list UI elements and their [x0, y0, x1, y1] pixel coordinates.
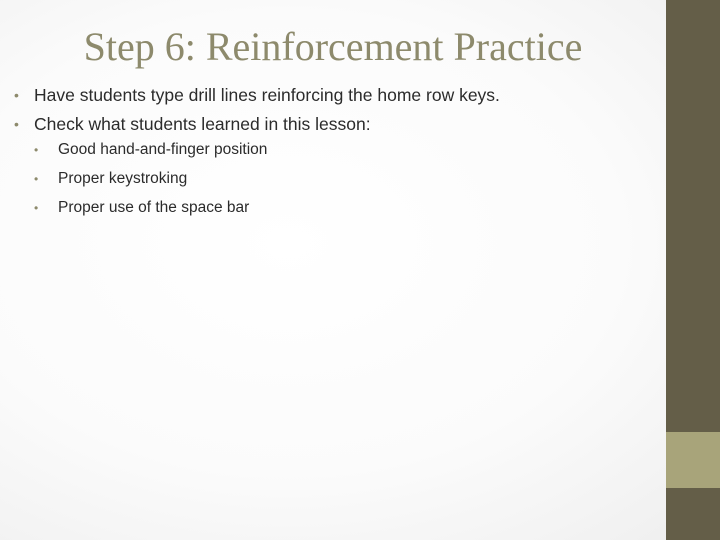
sidebar-band-accent [666, 432, 720, 488]
bullet-icon: • [14, 87, 19, 103]
sub-bullet-text: Proper keystroking [58, 170, 188, 187]
sub-bullet-item [34, 198, 654, 218]
bullet-item [14, 84, 654, 106]
sub-bullet-icon: • [34, 143, 39, 157]
sub-bullet-icon: • [34, 172, 39, 186]
sub-bullet-text: Proper use of the space bar [58, 199, 250, 216]
bullet-icon: • [14, 116, 19, 132]
sidebar-band-top [666, 0, 720, 432]
sidebar-band-bottom [666, 488, 720, 540]
bullet-item [14, 113, 654, 218]
sub-bullet-text: Good hand-and-finger position [58, 141, 268, 158]
sub-bullet-icon: • [34, 201, 39, 215]
sub-bullet-list [34, 140, 654, 218]
sub-bullet-item [34, 140, 654, 160]
slide-title: Step 6: Reinforcement Practice [83, 24, 583, 69]
bullet-list [14, 84, 654, 227]
bullet-text: Check what students learned in this lesson: [34, 114, 371, 134]
sub-bullet-item [34, 169, 654, 189]
bullet-text: Have students type drill lines reinforcing the home row keys. [34, 85, 500, 105]
